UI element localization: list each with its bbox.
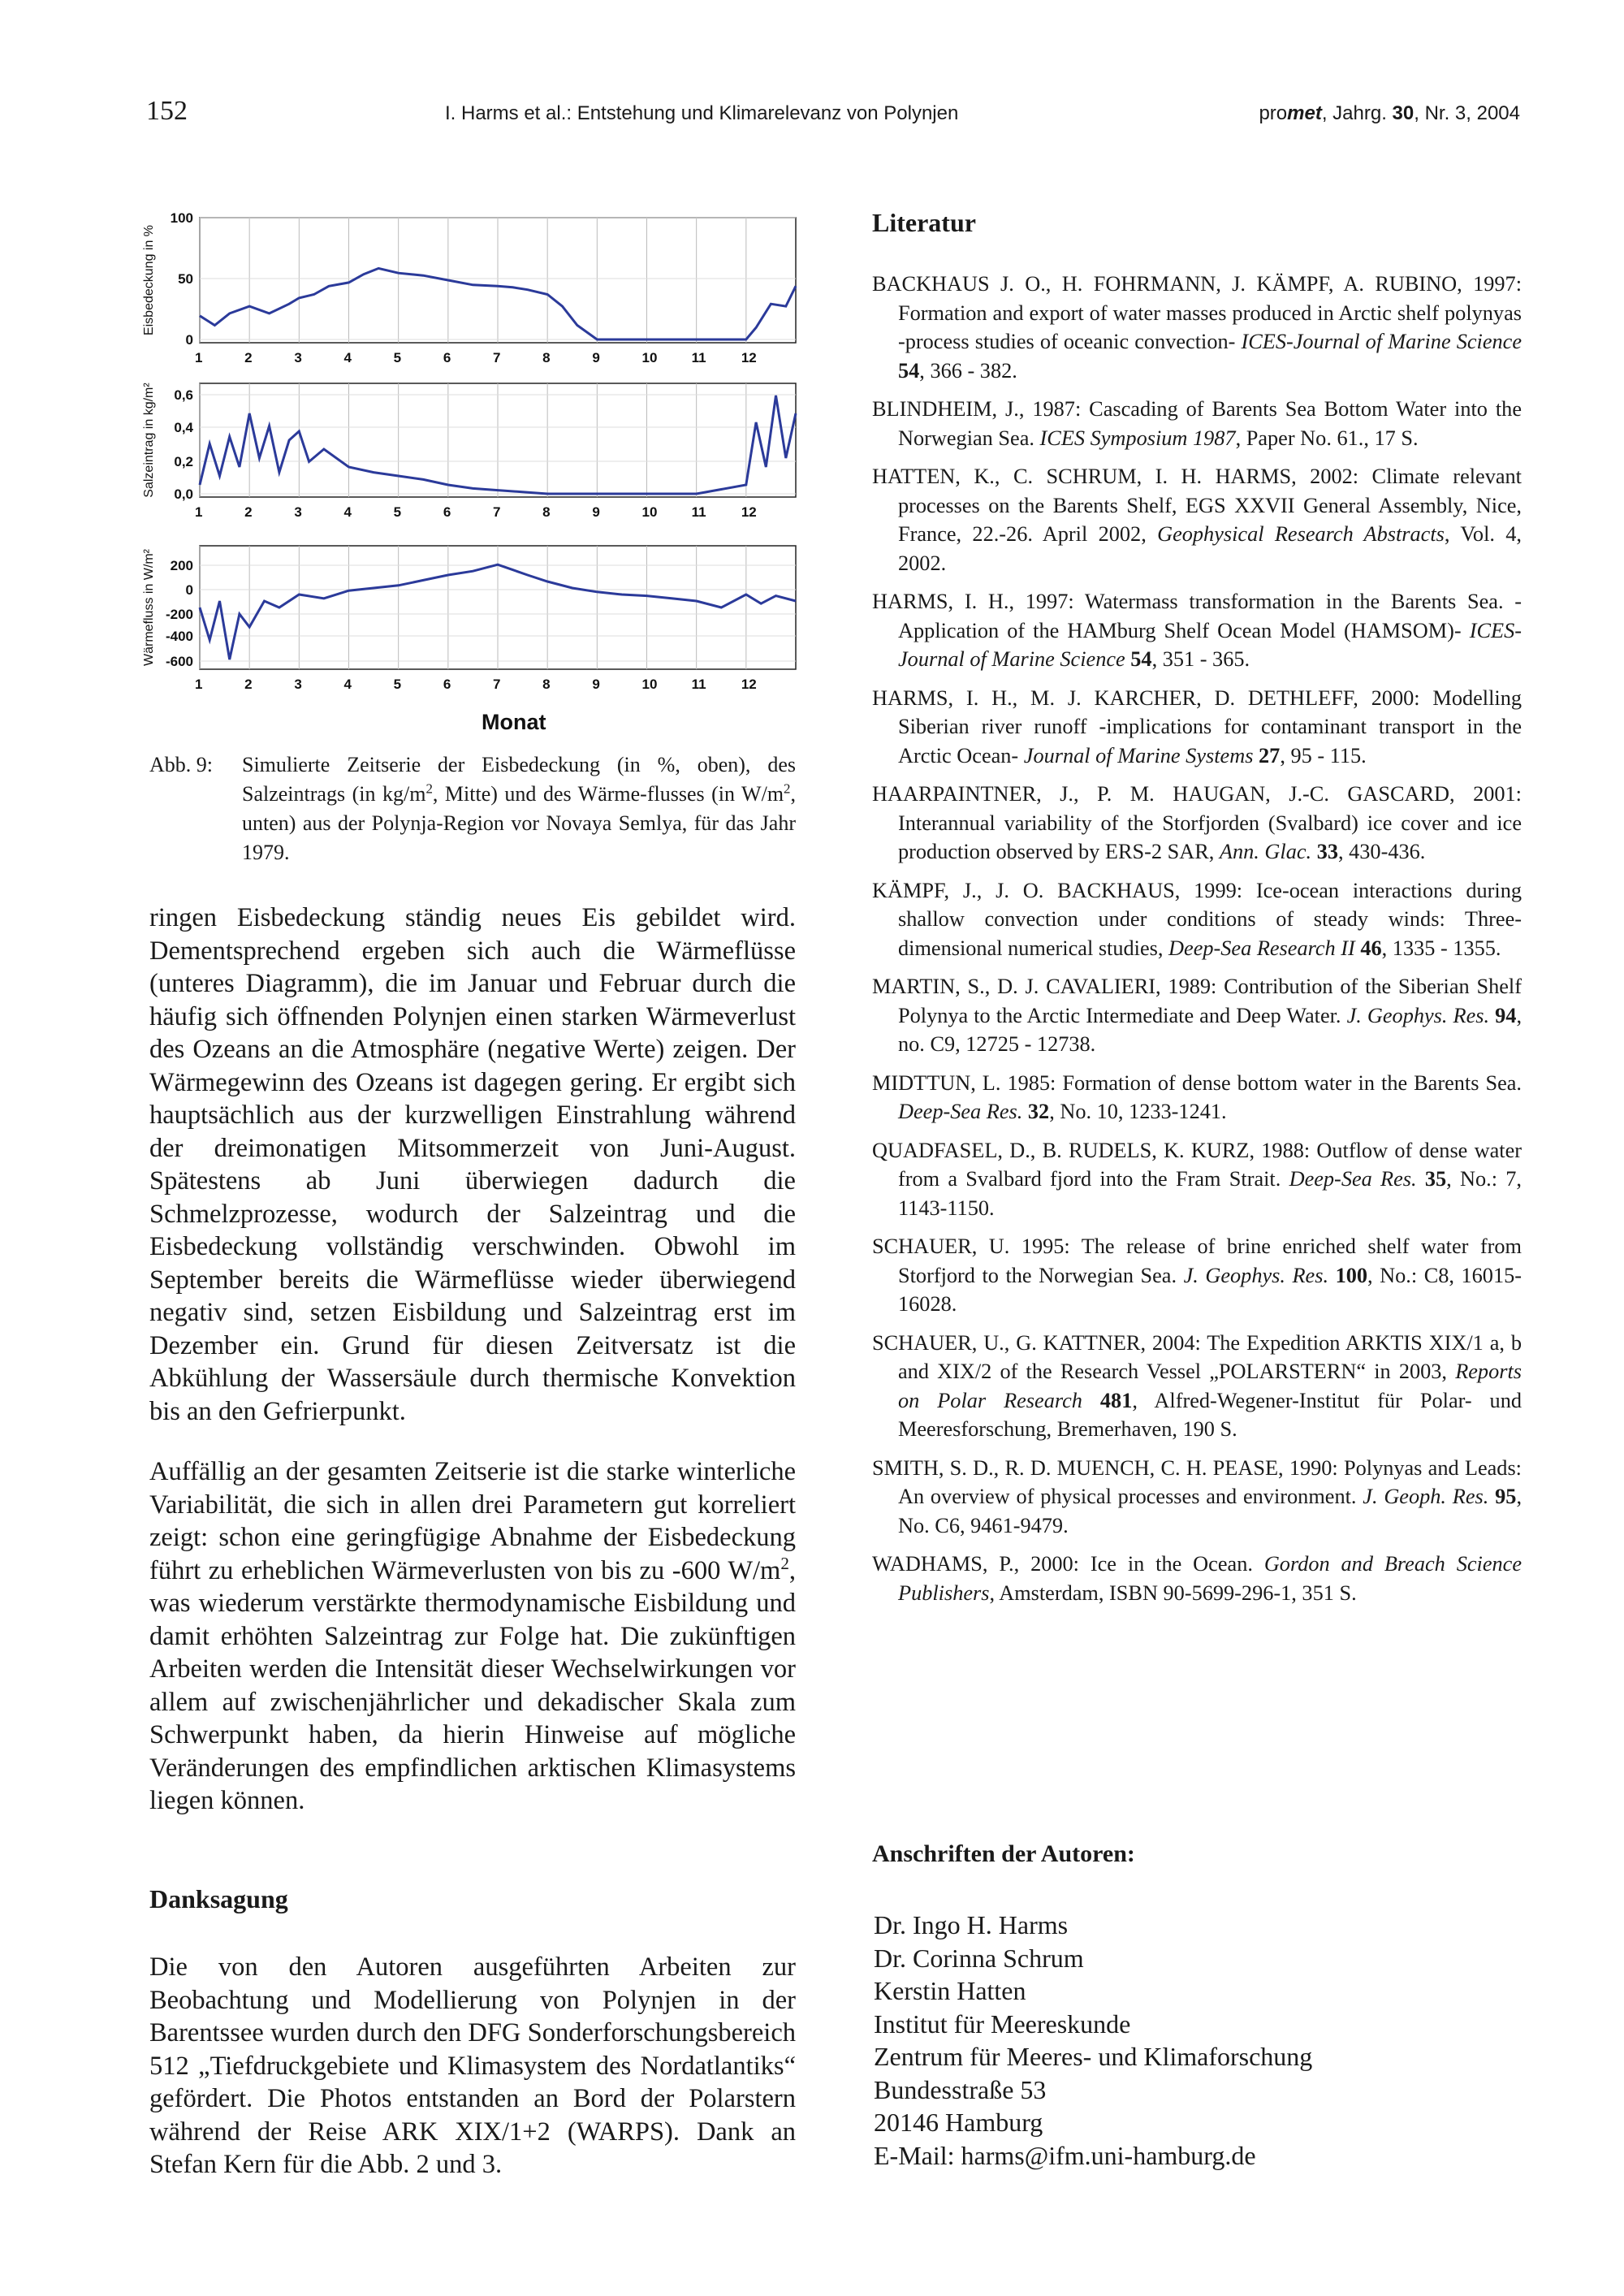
month-tick: 4: [343, 504, 352, 520]
month-tick: 5: [393, 504, 402, 520]
reference-part: , 1335 - 1355.: [1381, 936, 1501, 960]
y-tick: 50: [178, 271, 193, 287]
reference-part: 54: [1130, 647, 1152, 671]
month-tick: 7: [493, 677, 501, 692]
month-tick: 9: [592, 350, 600, 365]
reference-part: SCHAUER, U., G. KATTNER, 2004: The Expedition ARKTIS XIX/1 a, b and XIX/2 of the Research Vessel „POLARSTERN“ in 2003,: [872, 1330, 1522, 1383]
reference-part: HAARPAINTNER, J., P. M. HAUGAN, J.-C. GASCARD, 2001: Interannual variability of the Storfjorden (Svalbard) ice cover and ice production observed by ERS-2 SAR,: [872, 782, 1522, 863]
reference-item: [872, 395, 1522, 452]
month-tick: 10: [641, 677, 658, 692]
reference-part: Deep-Sea Res.: [1289, 1167, 1417, 1191]
x-axis-label: Monat: [482, 710, 546, 734]
reference-part: , Alfred-Wegener-Institut für Polar- und Meeresforschung, Bremerhaven, 190 S.: [898, 1388, 1522, 1441]
journal-em: met: [1287, 102, 1322, 124]
reference-part: 100: [1335, 1263, 1368, 1287]
reference-item: [872, 1329, 1522, 1444]
body-paragraph-1: ringen Eisbedeckung ständig neues Eis gebildet wird. Dementsprechend ergeben sich auch die Wärmeflüsse (unteres Diagramm), die im Januar und Februar durch die häufig sich öffnenden Polynjen einen starken Wärmeverlust des Ozeans an die Atmosphäre (negative Werte) zeigen. Der Wärmegewinn des Ozeans ist dagegen gering. Er ergibt sich hauptsächlich aus der kurzwelligen Einstrahlung während der dreimonatigen Mitsommerzeit von Juni-August. Spätestens ab Juni überwiegen dadurch die Schmelzprozesse, wodurch der Salzeintrag und die Eisbedeckung vollständig verschwinden. Obwohl im September bereits die Wärmeflüsse wieder überwiegend negativ sind, setzen Eisbildung und Salzeintrag erst im Dezember ein. Grund für diesen Zeitversatz ist die Abkühlung der Wassersäule durch thermische Konvektion bis an den Gefrierpunkt.: [149, 903, 796, 1426]
reference-part: 94: [1495, 1003, 1517, 1027]
reference-part: 95: [1495, 1485, 1517, 1508]
month-tick: 3: [294, 350, 302, 365]
reference-list: [872, 270, 1522, 1617]
reference-item: [872, 972, 1522, 1059]
reference-part: , 366 - 382.: [919, 358, 1017, 383]
reference-part: Geophysical Research Abstracts: [1157, 522, 1445, 546]
month-tick: 6: [443, 350, 451, 365]
author-addresses: [874, 1909, 1312, 2172]
reference-part: KÄMPF, J., J. O. BACKHAUS, 1999: Ice-ocean interactions during shallow convection under conditions of steady winds: Three-dimensional numerical studies,: [872, 878, 1522, 960]
acknowledgement-section: [149, 1884, 796, 1914]
month-tick: 10: [641, 350, 658, 365]
address-line: Kerstin Hatten: [874, 1976, 1026, 2005]
reference-part: , No.: 7, 1143-1150.: [898, 1167, 1522, 1220]
reference-item: [872, 876, 1522, 963]
month-tick: 1: [195, 350, 203, 365]
reference-item: [872, 1136, 1522, 1223]
reference-part: Journal of Marine Systems: [1023, 743, 1254, 767]
reference-part: 32: [1027, 1100, 1050, 1123]
acknowledgement-body: [149, 1951, 796, 2181]
reference-part: ICES-Journal of Marine Science: [1241, 330, 1522, 353]
reference-part: 35: [1424, 1167, 1447, 1191]
month-tick: 11: [691, 350, 706, 365]
reference-item: [872, 780, 1522, 867]
month-tick: 11: [691, 677, 706, 692]
address-line: Dr. Ingo H. Harms: [874, 1910, 1069, 1939]
reference-part: , No. C6, 9461-9479.: [898, 1485, 1522, 1537]
reference-part: BACKHAUS J. O., H. FOHRMANN, J. KÄMPF, A. RUBINO, 1997: Formation and export of water masses produced in Arctic shelf polynyas -process studies of oceanic convection-: [872, 272, 1522, 353]
para2-sup: 2: [780, 1553, 789, 1573]
reference-part: , 430-436.: [1337, 840, 1426, 863]
reference-item: [872, 1069, 1522, 1126]
reference-part: 33: [1316, 840, 1338, 863]
reference-part: WADHAMS, P., 2000: Ice in the Ocean.: [872, 1552, 1253, 1576]
y-axis-label: Eisbedeckung in %: [142, 224, 156, 336]
month-tick: 2: [244, 677, 253, 692]
month-tick: 5: [393, 677, 402, 692]
acknowledgement-heading: Danksagung: [149, 1884, 288, 1913]
reference-part: 27: [1259, 743, 1281, 767]
address-line: 20146 Hamburg: [874, 2108, 1043, 2137]
reference-part: BLINDHEIM, J., 1987: Cascading of Barents Sea Bottom Water into the Norwegian Sea.: [872, 397, 1522, 450]
journal-volume: 30: [1392, 102, 1415, 124]
journal-tail: , Nr. 3, 2004: [1414, 102, 1520, 124]
body-paragraph-2: [149, 1455, 796, 1818]
month-tick: 3: [294, 677, 302, 692]
month-tick: 12: [741, 677, 757, 692]
reference-part: ICES Symposium 1987: [1039, 426, 1236, 450]
month-tick: 5: [393, 350, 402, 365]
y-tick: 0: [185, 332, 193, 348]
reference-part: , Vol. 4, 2002.: [898, 522, 1522, 575]
caption-text-b: , Mitte) und des Wärme-flusses (in W/m: [432, 782, 784, 806]
month-tick: 8: [542, 504, 551, 520]
reference-part: QUADFASEL, D., B. RUDELS, K. KURZ, 1988: Outflow of dense water from a Svalbard fjord into the Fram Strait.: [872, 1138, 1522, 1191]
month-tick: 6: [443, 677, 451, 692]
month-tick: 7: [493, 504, 501, 520]
reference-part: MARTIN, S., D. J. CAVALIERI, 1989: Contribution of the Siberian Shelf Polynya to the Arctic Intermediate and Deep Water.: [872, 975, 1522, 1027]
month-tick: 7: [493, 350, 501, 365]
month-tick: 9: [592, 504, 600, 520]
month-tick: 1: [195, 504, 203, 520]
figure-caption: [149, 750, 796, 867]
reference-item: [872, 587, 1522, 674]
month-tick: 1: [195, 677, 203, 692]
y-tick: -400: [165, 629, 193, 644]
addresses-heading-wrap: [872, 1840, 1522, 1868]
reference-part: , no. C9, 12725 - 12738.: [898, 1003, 1522, 1056]
reference-part: J. Geoph. Res.: [1363, 1485, 1489, 1508]
caption-sup-1: 2: [425, 780, 433, 797]
para2-a: Auffällig an der gesamten Zeitserie ist die starke winterliche Variabilität, die sich in allen drei Parametern gut korreliert zeigt: schon eine geringfügige Abnahme der Eisbedeckung führt zu erheblichen Wärmeverlusten von bis zu -600 W/m: [149, 1457, 796, 1585]
reference-part: 481: [1099, 1388, 1133, 1412]
reference-item: [872, 462, 1522, 577]
address-line: Bundesstraße 53: [874, 2074, 1047, 2104]
page-number: 152: [146, 96, 188, 126]
month-tick: 8: [542, 677, 551, 692]
month-tick: 9: [592, 677, 600, 692]
body-paragraph-2-wrap: [149, 1455, 796, 1818]
month-tick: 12: [741, 504, 757, 520]
reference-part: ICES-Journal of Marine Science: [898, 618, 1522, 671]
y-tick: -600: [165, 654, 193, 669]
reference-part: SCHAUER, U. 1995: The release of brine enriched shelf water from Storfjord to the Norwegian Sea.: [872, 1234, 1522, 1287]
literature-heading: Literatur: [872, 208, 976, 237]
caption-sup-2: 2: [784, 780, 791, 797]
reference-part: , No. 10, 1233-1241.: [1049, 1100, 1227, 1123]
y-axis-label: Wärmefluss in W/m²: [142, 549, 156, 666]
journal-citation: [1259, 102, 1520, 125]
reference-part: Gordon and Breach Science Publishers: [898, 1552, 1522, 1605]
month-tick: 8: [542, 350, 551, 365]
reference-part: SMITH, S. D., R. D. MUENCH, C. H. PEASE, 1990: Polynyas and Leads: An overview of physical processes and environment.: [872, 1455, 1522, 1508]
y-tick: 200: [170, 558, 193, 573]
para2-b: , was wiederum verstärkte thermodynamische Eisbildung und damit erhöhten Salzeintrag zur Folge hat. Die zukünftigen Arbeiten werden die Intensität dieser Wechselwirkungen vor allem auf zwischenjährlicher und dekadischer Skala zum Schwerpunkt haben, da hierin Hinweise auf mögliche Veränderungen des empfindlichen arktischen Klimasystems liegen können.: [149, 1555, 796, 1815]
reference-part: , 351 - 365.: [1151, 647, 1250, 671]
reference-part: , Paper No. 61., 17 S.: [1235, 426, 1419, 450]
reference-part: J. Geophys. Res.: [1346, 1003, 1490, 1027]
month-tick: 4: [343, 350, 352, 365]
reference-part: , No.: C8, 16015-16028.: [898, 1263, 1522, 1316]
reference-part: 46: [1360, 936, 1382, 960]
acknowledgement-text: Die von den Autoren ausgeführten Arbeiten zur Beobachtung und Modellierung von Polynjen in der Barentssee wurden durch den DFG Sonderforschungsbereich 512 „Tiefdruckgebiete und Klimasystem des Nordatlantiks“ gefördert. Die Photos entstanden an Bord der Polarstern während der Reise ARK XIX/1+2 (WARPS). Dank an Stefan Kern für die Abb. 2 und 3.: [149, 1952, 796, 2179]
y-tick: 0,2: [174, 454, 193, 469]
address-line: Dr. Corinna Schrum: [874, 1943, 1084, 1973]
reference-part: HARMS, I. H., M. J. KARCHER, D. DETHLEFF, 2000: Modelling Siberian river runoff -implications for contaminant transport in the Arctic Ocean-: [872, 685, 1522, 767]
reference-part: J. Geophys. Res.: [1183, 1263, 1329, 1287]
y-tick: 100: [170, 210, 193, 226]
reference-part: MIDTTUN, L. 1985: Formation of dense bottom water in the Barents Sea.: [872, 1070, 1522, 1095]
caption-text-c: , unten) aus der Polynja-Region vor Novaya Semlya, für das Jahr 1979.: [242, 782, 796, 864]
reference-part: HARMS, I. H., 1997: Watermass transformation in the Barents Sea. -Application of the HAMburg Shelf Ocean Model (HAMSOM)-: [872, 590, 1522, 642]
reference-part: Ann. Glac.: [1219, 840, 1312, 863]
caption-label: Abb. 9:: [149, 753, 213, 776]
y-axis-label: Salzeintrag in kg/m²: [142, 383, 156, 498]
reference-part: , 95 - 115.: [1280, 743, 1367, 767]
y-tick: 0: [185, 582, 193, 598]
y-tick: 0,4: [174, 420, 193, 435]
reference-part: HATTEN, K., C. SCHRUM, I. H. HARMS, 2002: Climate relevant processes on the Barents Shelf, EGS XXVII General Assembly, Nice, France, 22.-26. April 2002,: [872, 465, 1522, 546]
body-column-left: [149, 902, 796, 1428]
reference-part: , Amsterdam, ISBN 90-5699-296-1, 351 S.: [989, 1580, 1357, 1605]
reference-item: [872, 1454, 1522, 1541]
month-tick: 4: [343, 677, 352, 692]
journal-rest: , Jahrg.: [1321, 102, 1393, 124]
month-tick: 6: [443, 504, 451, 520]
caption-text: [242, 750, 796, 867]
y-tick: 0,0: [174, 486, 193, 502]
reference-part: Reports on Polar Research: [898, 1360, 1522, 1412]
reference-part: Deep-Sea Res.: [898, 1100, 1023, 1123]
reference-item: [872, 1232, 1522, 1319]
month-tick: 12: [741, 350, 757, 365]
journal-pre: pro: [1259, 102, 1288, 124]
reference-part: 54: [898, 358, 920, 383]
reference-item: [872, 1550, 1522, 1607]
reference-part: Deep-Sea Research II: [1168, 936, 1355, 960]
month-tick: 3: [294, 504, 302, 520]
month-tick: 2: [244, 350, 253, 365]
month-tick: 11: [691, 504, 706, 520]
literature-heading-wrap: [872, 208, 1522, 238]
month-tick: 2: [244, 504, 253, 520]
figure-9-chart: [130, 192, 804, 744]
reference-item: [872, 270, 1522, 385]
reference-item: [872, 684, 1522, 771]
y-tick: -200: [165, 607, 193, 622]
y-tick: 0,6: [174, 387, 193, 403]
caption-text-a: Simulierte Zeitserie der Eisbedeckung (in %, oben), des Salzeintrags (in kg/m: [242, 753, 796, 806]
address-line: Institut für Meereskunde: [874, 2008, 1131, 2039]
month-tick: 10: [641, 504, 658, 520]
address-line: Zentrum für Meeres- und Klimaforschung: [874, 2042, 1313, 2071]
addresses-heading: Anschriften der Autoren:: [872, 1840, 1135, 1867]
address-line: E-Mail: harms@ifm.uni-hamburg.de: [874, 2140, 1256, 2170]
running-title: I. Harms et al.: Entstehung und Klimarelevanz von Polynjen: [445, 102, 959, 124]
